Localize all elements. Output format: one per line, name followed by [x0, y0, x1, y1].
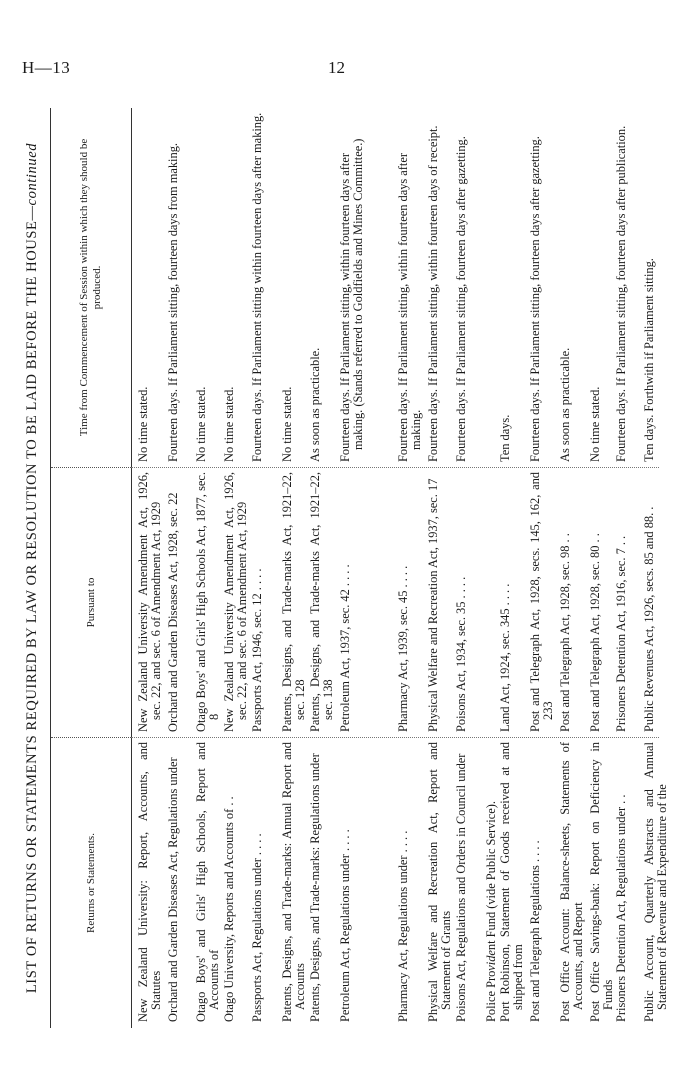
returns-cell: Patents, Designs, and Trade-marks: Annual Report and Accounts: [280, 742, 308, 1022]
pursuant-cell: New Zealand University Amendment Act, 1926, sec. 22, and sec. 6 of Amendment Act, 1929: [222, 472, 250, 732]
pursuant-cell: Post and Telegraph Act, 1928, secs. 145, 162, and 233: [528, 472, 556, 732]
time-cell: Fourteen days. If Parliament sitting, within fourteen days of receipt.: [426, 125, 440, 462]
returns-table: [50, 108, 670, 1028]
time-cell: No time stated.: [194, 386, 208, 462]
table-row: [195, 108, 223, 1028]
time-cell: Fourteen days. If Parliament sitting, fourteen days after gazetting.: [528, 136, 542, 462]
returns-cell: Passports Act, Regulations under . . . .: [250, 833, 264, 1022]
returns-cell: Otago Boys' and Girls' High Schools, Report and Accounts of: [194, 742, 222, 1022]
returns-cell: Petroleum Act, Regulations under . . . .: [338, 829, 352, 1022]
pursuant-cell: Land Act, 1924, sec. 345 . . . .: [498, 583, 512, 732]
table-row: [397, 108, 427, 1028]
pursuant-cell: Poisons Act, 1934, sec. 35 . . . .: [454, 576, 468, 732]
pursuant-cell: Patents, Designs, and Trade-marks Act, 1921–22, sec. 128: [280, 472, 308, 732]
table-row: [455, 108, 485, 1028]
pursuant-cell: Post and Telegraph Act, 1928, sec. 98 . .: [558, 533, 572, 732]
time-cell: As soon as practicable.: [308, 347, 322, 462]
time-cell: No time stated.: [588, 386, 602, 462]
time-cell: No time stated.: [136, 386, 150, 462]
page-header: [0, 58, 700, 88]
returns-cell: New Zealand University: Report, Accounts, and Statutes: [136, 742, 164, 1022]
time-cell: Ten days.: [498, 414, 512, 462]
returns-cell: Post Office Account: Balance-sheets, Statements of Accounts, and Report: [558, 742, 586, 1022]
table-row: [427, 108, 455, 1028]
pursuant-cell: Physical Welfare and Recreation Act, 1937, sec. 17: [426, 478, 440, 732]
pursuant-cell: Orchard and Garden Diseases Act, 1928, sec. 22: [166, 492, 180, 732]
table-row: [223, 108, 251, 1028]
pursuant-cell: Petroleum Act, 1937, sec. 42 . . . .: [338, 564, 352, 732]
pursuant-cell: Public Revenues Act, 1926, secs. 85 and 88. .: [642, 506, 656, 732]
title-main: LIST OF RETURNS OR STATEMENTS REQUIRED BY LAW OR RESOLUTION TO BE LAID BEFORE THE HOUSE—: [24, 205, 40, 994]
rotated-table-page: [20, 108, 670, 1028]
returns-cell: Pharmacy Act, Regulations under . . . .: [396, 830, 410, 1022]
table-row: [643, 108, 673, 1028]
table-row: [167, 108, 195, 1028]
table-body: [137, 108, 673, 1028]
table-row: [137, 108, 167, 1028]
table-header: [51, 108, 132, 1028]
returns-cell: Patents, Designs, and Trade-marks: Regulations under: [308, 753, 322, 1022]
column-header-time: Time from Commencement of Session within which they should be produced.: [51, 108, 131, 468]
document-reference: H—13: [22, 58, 71, 77]
returns-cell: Police Provident Fund (vide Public Service).: [484, 801, 498, 1022]
table-row: [309, 108, 339, 1028]
time-cell: Ten days. Forthwith if Parliament sitting.: [642, 258, 656, 462]
pursuant-cell: Passports Act, 1946, sec. 12 . . . .: [250, 568, 264, 732]
time-cell: As soon as practicable.: [558, 347, 572, 462]
returns-cell: Post and Telegraph Regulations . . . .: [528, 840, 542, 1022]
pursuant-cell: Post and Telegraph Act, 1928, sec. 80 . .: [588, 533, 602, 732]
time-cell: Fourteen days. If Parliament sitting, fourteen days from making.: [166, 143, 180, 462]
vide-italic: vide: [484, 950, 498, 971]
pursuant-cell: Patents, Designs, and Trade-marks Act, 1921–22, sec. 138: [308, 472, 336, 732]
returns-cell: Orchard and Garden Diseases Act, Regulations under: [166, 757, 180, 1022]
time-cell: Fourteen days. If Parliament sitting, fourteen days after gazetting.: [454, 136, 468, 462]
table-title: [20, 108, 44, 1028]
table-row: [529, 108, 559, 1028]
table-row: [339, 108, 397, 1028]
time-cell: Fourteen days. If Parliament sitting within fourteen days after making.: [250, 112, 264, 462]
returns-cell: Physical Welfare and Recreation Act, Report and Statement of Grants: [426, 742, 454, 1022]
table-row: [589, 108, 615, 1028]
time-cell: Fourteen days. If Parliament sitting, within fourteen days after making. (Stands referred to Goldfields and Mines Committee.): [338, 138, 366, 462]
time-cell: No time stated.: [222, 386, 236, 462]
pursuant-cell: New Zealand University Amendment Act, 1926, sec. 22, and sec. 6 of Amendment Act, 1929: [136, 472, 164, 732]
returns-cell: Public Account, Quarterly Abstracts and Annual Statement of Revenue and Expenditure of the: [642, 742, 670, 1022]
page-number: 12: [328, 58, 345, 77]
column-header-returns: Returns or Statements.: [84, 833, 97, 933]
column-header-pursuant: Pursuant to: [51, 468, 131, 738]
table-row: [499, 108, 529, 1028]
table-row: [559, 108, 589, 1028]
time-cell: No time stated.: [280, 386, 294, 462]
time-cell: Fourteen days. If Parliament sitting, within fourteen days after making.: [396, 153, 424, 462]
returns-cell: Port Robinson, Statement of Goods received at and shipped from: [498, 742, 526, 1022]
table-row: [251, 108, 281, 1028]
pursuant-cell: Prisoners Detention Act, 1916, sec. 7 . .: [614, 535, 628, 732]
table-row: [281, 108, 309, 1028]
title-continued: continued: [24, 142, 40, 206]
returns-cell: Poisons Act, Regulations and Orders in Council under: [454, 753, 468, 1022]
pursuant-cell: Pharmacy Act, 1939, sec. 45 . . . .: [396, 565, 410, 732]
returns-cell: Post Office Savings-bank: Report on Deficiency in Funds: [588, 742, 616, 1022]
time-cell: Fourteen days. If Parliament sitting, fourteen days after publication.: [614, 125, 628, 462]
returns-cell: Prisoners Detention Act, Regulations under . .: [614, 794, 628, 1022]
returns-cell: Otago University, Reports and Accounts of . .: [222, 796, 236, 1022]
pursuant-cell: Otago Boys' and Girls' High Schools Act, 1877, sec. 8: [194, 472, 222, 732]
table-row: [615, 108, 643, 1028]
table-row: [485, 108, 499, 1028]
